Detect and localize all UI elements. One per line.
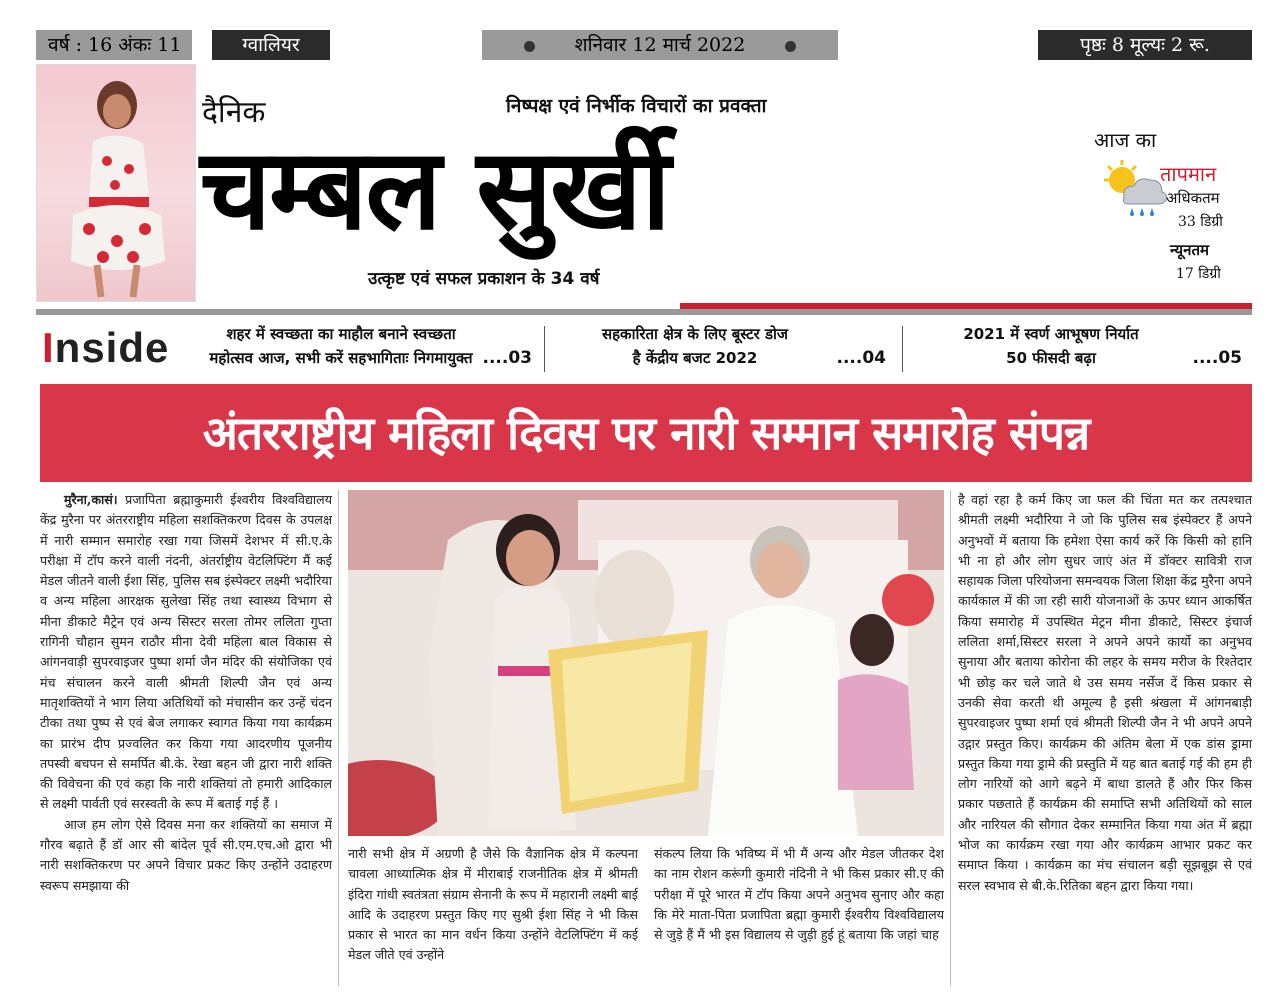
headline: अंतरराष्ट्रीय महिला दिवस पर नारी सम्मान समारोह संपन्न [202,406,1090,460]
tagline: निष्पक्ष एवं निर्भीक विचारों का प्रवक्ता [506,95,767,117]
column-rule [338,490,339,986]
city-label: ग्वालियर [212,30,330,60]
article-paragraph: प्रजापिता ब्रह्माकुमारी ईश्वरीय विश्वविद्यालय केंद्र मुरैना पर अंतरराष्ट्रीय महिला सशक्तिकरण दिवस के उपलक्ष में नारी सम्मान समारोह रखा गया जिसमें देशभर में सी.ए.के परीक्षा में टॉप करने वाली नंदनी, अंतर्राष्ट्रीय वेटलिफ्टिंग मैं कई मेडल जीतने वाली ईशा सिंह, पुलिस सब इंस्पेक्टर लक्ष्मी भदौरिया व अन्य महिला आरक्षक सुलेखा सिंह तथा स्वास्थ्य विभाग से मीना डीकाटे मैट्रेन एवं अन्य सिस्टर सरला तोमर ललिता गुप्ता रागिनी चौहान सुमन राठौर मीना देवी महिला बाल विकास से आंगनवाड़ी सुपरवाइजर पुष्पा शर्मा जैन मंदिर की संयोजिका एवं मंच संचालन करने वाली श्रीमती शिल्पी जैन एवं अन्य मातृशक्तियों ने भाग लिया अतिथियों को मंचासीन कर उन्हें चंदन टीका तथा पुष्प से एवं बेज लगाकर स्वागत किया गया कार्यक्रम का प्रारंभ दीप प्रज्वलित कर किया गया आदरणीय पूजनीय तपस्वी बचपन से समर्पित बी.के. रेखा बहन जी द्वारा नारी शक्ति की विवेचना की एवं कहा कि नारी शक्तियां तो हमारी आदिकाल से लक्ष्मी पार्वती एवं सरस्वती के रूप में बताई गई हैं । [40,492,332,812]
page-price: पृष्ठः 8 मूल्यः 2 रू. [1038,30,1252,60]
weather-max-label: अधिकतम [1166,189,1220,207]
bullet-icon [785,41,796,52]
column-rule [950,490,951,986]
weather-min-label: न्यूनतम [1170,241,1209,259]
teaser-page: ....04 [836,348,886,368]
weather-title: तापमान [1160,162,1217,186]
issue-date: शनिवार 12 मार्च 2022 [574,34,746,56]
article-column-4: है वहां रहा है कर्म किए जा फल की चिंता मत कर तत्पश्चात श्रीमती लक्ष्मी भदौरिया ने जो कि पुलिस सब इंस्पेक्टर हैं अपने अनुभवों में बताया कि हमेशा ऐसा कार्य करें कि किसी को हानि भी ना हो और लोग सुधर जाएं अंत में डॉक्टर सावित्री राज सहायक जिला परियोजना समन्वयक जिला शिक्षा केंद्र मुरैना अपने कार्यकाल में की जा रही सारी योजनाओं के ऊपर ध्यान आकर्षित किया समारोह में उपस्थित मेट्रन मीना डीकाटे, सिस्टर इंचार्ज ललिता शर्मा,सिस्टर सरला ने अपने अपने कार्यो का अनुभव सुनाया और बताया कोरोना की लहर के समय मरीज के रिश्तेदार भी छोड़ कर चले जाते थे उस समय नर्सेज दें किस प्रकार से उनकी सेवा करती थी अमूल्य है इसी श्रंखला में आंगनबाड़ी सुपरवाइजर पुष्पा शर्मा एवं श्रीमती शिल्पी जैन ने भी अपने अपने उद्गार प्रस्तुत किए। कार्यक्रम की अंतिम बेला में एक डांस ड्रामा प्रस्तुत किया गया ड्रामे की प्रस्तुति में यह बात बताई गई की हम ही लोग नारियों को आगे बढ़ने में बाधा डालते हैं और फिर किस प्रकार पछताते हैं कार्यक्रम की समाप्ति सभी अतिथियों को साल और नारियल की सौगात देकर सम्मानित किया गया अंत में ब्रह्मा भोज का कार्यक्रम रखा गया और कार्यक्रम आभार प्रकट कर समाप्त किया । कार्यक्रम का मंच संचालन बड़ी सूझबूझ से एवं सरल स्वभाव से बी.के.रितिका बहन द्वारा किया गया। [958,492,1252,893]
divider [544,326,545,372]
article-column-2: नारी सभी क्षेत्र में अग्रणी है जैसे कि वैज्ञानिक क्षेत्र में कल्पना चावला आध्यात्मिक क्षेत्र में मीराबाई राजनीतिक क्षेत्र में श्रीमती इंदिरा गांधी स्वतंत्रता संग्राम सेनानी के रूप में महारानी लक्ष्मी बाई आदि के उदाहरण प्रस्तुत किए गए सुश्री ईशा सिंह ने भी किस प्रकार से भारत का मान वर्धन किया उन्होंने वेटलिफ्टिंग में कई मेडल जीते एवं उन्होंने [348,846,638,963]
subtag: उत्कृष्ट एवं सफल प्रकाशन के 34 वर्ष [368,269,600,289]
dateline: मुरैना,कासं। [64,492,118,507]
article-column-1 [40,490,332,986]
teaser-item[interactable]: 2021 में स्वर्ण आभूषण निर्यात 50 फीसदी बढ़ा ....05 [963,325,1242,368]
divider [902,326,903,372]
weather-max-value: 33 डिग्री [1178,214,1223,230]
bullet-icon [524,41,535,52]
grey-rule [36,309,1252,315]
article-paragraph: आज हम लोग ऐसे दिवस मना कर शक्तियों का समाज में गौरव बढ़ाते हैं डॉ आर सी बांदेल पूर्व सी.एम.एच.ओ द्वारा भी नारी सशक्तिकरण पर अपने विचार प्रकट किए उन्होंने उदाहरण स्वरूप समझाया की [40,816,332,893]
date-bar [482,30,838,60]
dainik-label: दैनिक [202,95,266,130]
model-photo [36,64,196,302]
weather-partly-cloudy-rain-icon [1098,158,1170,220]
teaser-item[interactable]: शहर में स्वच्छता का माहौल बनाने स्वच्छता महोत्सव आज, सभी करें सहभागिताः निगमायुक्त ....03 [209,325,532,368]
event-photo [348,490,944,836]
teaser-item[interactable]: सहकारिता क्षेत्र के लिए बूस्टर डोज है केंद्रीय बजट 2022 ....04 [601,325,886,368]
inside-label: Inside [42,324,170,371]
article-column-3: संकल्प लिया कि भविष्य में भी मैं अन्य और मेडल जीतकर देश का नाम रोशन करूंगी कुमारी नंदिनी ने भी किस प्रकार सी.ए की परीक्षा में पूरे भारत में टॉप किया अपने अनुभव सुनाए और कहा कि मेरे माता-पिता प्रजापिता ब्रह्मा कुमारी ईश्वरीय विश्वविद्यालय से जुड़े हैं मैं भी इस विद्यालय से जुड़ी हुई हूं बताया कि जहां चाह [654,846,944,943]
teaser-page: ....05 [1192,348,1242,368]
newspaper-logo: चम्बल सुर्खी [200,125,669,255]
weather-min-value: 17 डिग्री [1176,266,1221,282]
weather-aaj-ka: आज का [1094,128,1157,152]
issue-info-bar [36,30,1252,60]
teaser-page: ....03 [482,348,532,368]
issue-number: वर्ष : 16 अंकः 11 [36,30,192,60]
